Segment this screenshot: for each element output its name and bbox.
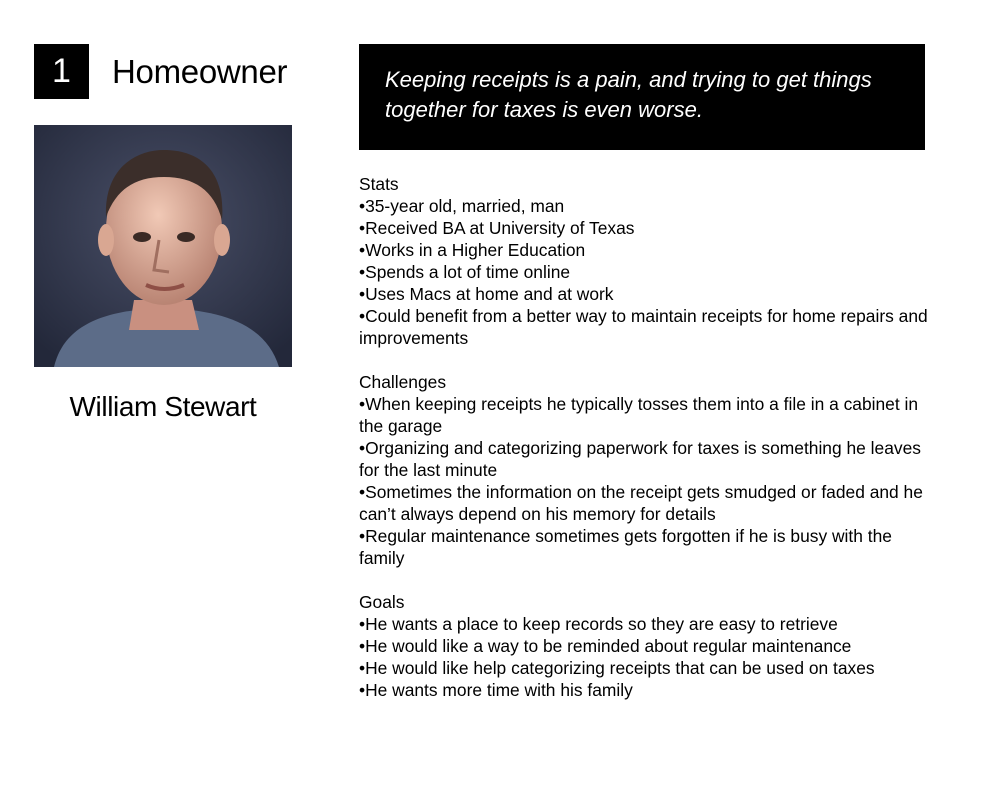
stats-section [359,173,934,349]
persona-quote: Keeping receipts is a pain, and trying to get things together for taxes is even worse. [359,44,925,150]
persona-number: 1 [52,52,71,90]
stats-heading: Stats [359,174,399,194]
persona-details [359,173,934,723]
goals-item: • He would like help categorizing receipts that can be used on taxes [359,657,934,679]
portrait-illustration [34,125,292,367]
stats-list [359,195,934,349]
challenges-item: • Sometimes the information on the receipt gets smudged or faded and he can’t always depend on his memory for details [359,481,934,525]
persona-number-badge [34,44,89,99]
goals-list [359,613,934,701]
challenges-list [359,393,934,569]
stats-item: • Could benefit from a better way to maintain receipts for home repairs and improvements [359,305,934,349]
goals-item: • He wants a place to keep records so they are easy to retrieve [359,613,934,635]
persona-name: William Stewart [69,391,257,422]
challenges-item: • Organizing and categorizing paperwork for taxes is something he leaves for the last minute [359,437,934,481]
goals-heading: Goals [359,592,405,612]
persona-title: Homeowner [112,53,288,90]
persona-photo [34,125,292,367]
stats-item: • Works in a Higher Education [359,239,934,261]
stats-item: • Received BA at University of Texas [359,217,934,239]
stats-item: • Spends a lot of time online [359,261,934,283]
goals-item: • He would like a way to be reminded about regular maintenance [359,635,934,657]
stats-item: • 35-year old, married, man [359,195,934,217]
challenges-section [359,371,934,569]
challenges-item: • Regular maintenance sometimes gets forgotten if he is busy with the family [359,525,934,569]
challenges-item: • When keeping receipts he typically tosses them into a file in a cabinet in the garage [359,393,934,437]
challenges-heading: Challenges [359,372,447,392]
stats-item: • Uses Macs at home and at work [359,283,934,305]
goals-section [359,591,934,701]
goals-item: • He wants more time with his family [359,679,934,701]
